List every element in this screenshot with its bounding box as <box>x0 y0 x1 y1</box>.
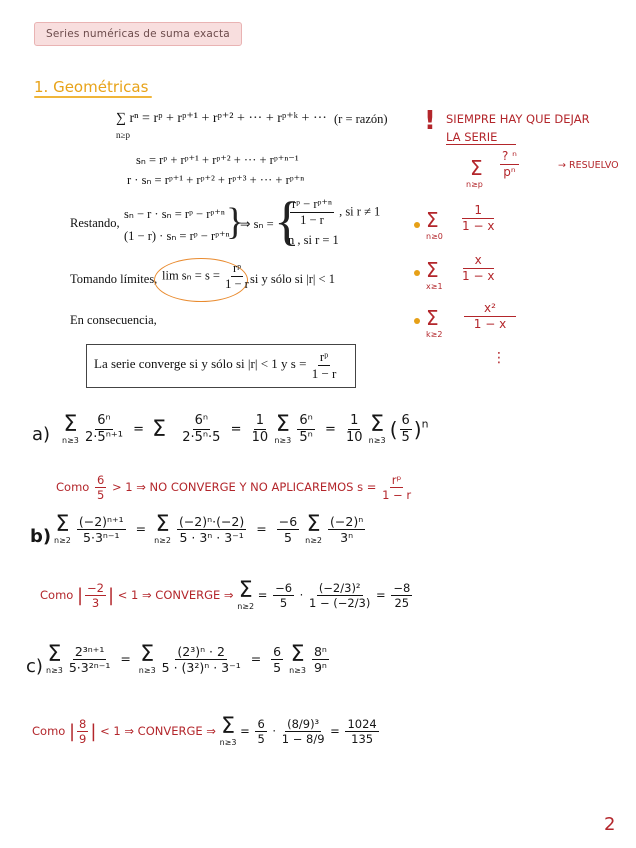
note-item-2-subscript: x≥1 <box>426 282 443 291</box>
exercise-b-conclusion: Como | $\frac{-2}{3}$ | < 1 ⇒ CONVERGE ⇒ Σ n≥2 = $\frac{-6}{5}$ · $\frac{\text{(−2/3)²}}{1 - (-2/3)}$ = $\frac{-8}{25}$ <box>40 578 411 611</box>
page-number: 2 <box>604 814 616 835</box>
note-bullet-3 <box>414 318 420 324</box>
warning-underline <box>446 144 516 145</box>
warning-line-2: LA SERIE <box>446 130 498 144</box>
note-bullet-1 <box>414 222 420 228</box>
note-item-2-fraction: $\frac{x}{1 - x}$ <box>462 253 495 283</box>
note-item-3-sigma: Σ <box>426 306 439 330</box>
implies-sn: ⇒ sₙ = <box>240 217 274 231</box>
summary-subscript: n≥p <box>466 180 483 189</box>
case-formula: $\frac{\text{rᵖ − rᵖ⁺ⁿ}}{1 - r}$ , si r ≠ 1 <box>292 197 381 228</box>
series-definition-subscript: n≥p <box>116 130 130 140</box>
right-brace: } <box>226 201 245 243</box>
partial-sum-times-r: r · sₙ = rᵖ⁺¹ + rᵖ⁺² + rᵖ⁺³ + ··· + rᵖ⁺ⁿ <box>127 173 305 187</box>
summary-arrow-resolve: → RESUELVO <box>558 160 619 171</box>
difference-eq-1: sₙ − r · sₙ = rᵖ − rᵖ⁺ⁿ <box>124 207 225 221</box>
exercise-c-label: c) <box>26 656 43 677</box>
note-item-3-subscript: k≥2 <box>426 330 443 339</box>
note-item-1-sigma: Σ <box>426 208 439 232</box>
restando-label: Restando, <box>70 216 120 230</box>
exercise-b-steps: Σ n≥2 $\frac{\text{(−2)ⁿ⁺¹}}{\text{5·3ⁿ⁻¹}}$ = Σ n≥2 $\frac{\text{(−2)ⁿ·(−2)}}{\text{5 · 3ⁿ · 3⁻¹}}$ = $\frac{-6}{5}$ Σ n≥2 $\frac{\text{(−2)ⁿ}}{\text{3ⁿ}}$ <box>54 512 364 545</box>
series-definition: ∑ rⁿ = rᵖ + rᵖ⁺¹ + rᵖ⁺² + ··· + rᵖ⁺ᵏ + ··· <box>116 111 327 126</box>
result-box-text: La serie converge si y sólo si |r| < 1 y s = $\frac{\text{rᵖ}}{1 - r}$ <box>94 349 337 381</box>
section-title-underline <box>34 96 152 98</box>
exercise-a-conclusion: Como $\frac{6}{5}$ > 1 ⇒ NO CONVERGE Y NO APLICAREMOS s = $\frac{\text{rᵖ}}{1 - r}$ <box>56 473 412 503</box>
consequence-label: En consecuencia, <box>70 313 157 327</box>
left-brace: { <box>274 191 300 251</box>
summary-fraction: $\frac{\text{? ⁿ}}{\text{pⁿ}}$ <box>502 149 517 179</box>
case-r-equals-1: n , si r = 1 <box>288 233 339 247</box>
limit-expression: lim sₙ = s = $\frac{\text{rᵖ}}{1 - r}$ <box>162 261 249 292</box>
document-topic-tag: Series numéricas de suma exacta <box>34 22 242 46</box>
partial-sum: sₙ = rᵖ + rᵖ⁺¹ + rᵖ⁺² + ··· + rᵖ⁺ⁿ⁻¹ <box>136 153 299 167</box>
exercise-b-label: b) <box>30 526 52 547</box>
note-continuation-dots: ⋮ <box>492 350 506 366</box>
warning-mark: ! <box>424 106 436 136</box>
exercise-c-steps: Σ n≥3 $\frac{\text{2³ⁿ⁺¹}}{\text{5·3²ⁿ⁻¹}}$ = Σ n≥3 $\frac{\text{(2³)ⁿ · 2}}{\text{5 · (3²)ⁿ · 3⁻¹}}$ = $\frac{6}{5}$ Σ n≥3 $\frac{\text{8ⁿ}}{\text{9ⁿ}}$ <box>46 642 327 675</box>
note-item-2-sigma: Σ <box>426 258 439 282</box>
note-bullet-2 <box>414 270 420 276</box>
ratio-note: (r = razón) <box>334 112 388 126</box>
note-item-1-subscript: n≥0 <box>426 232 443 241</box>
exercise-c-conclusion: Como | $\frac{8}{9}$ | < 1 ⇒ CONVERGE ⇒ Σ n≥3 = $\frac{6}{5}$ · $\frac{\text{(8/9)³}}{1 - 8/9}$ = $\frac{1024}{135}$ <box>32 714 377 747</box>
summary-sigma: Σ <box>470 156 483 180</box>
note-item-3-fraction: $\frac{\text{x²}}{1 - x}$ <box>462 302 518 330</box>
limit-condition: si y sólo si |r| < 1 <box>250 272 335 286</box>
warning-line-1: SIEMPRE HAY QUE DEJAR <box>446 112 590 126</box>
limits-label: Tomando límites, <box>70 272 158 286</box>
note-item-1-fraction: $\frac{1}{1 - x}$ <box>462 203 495 233</box>
exercise-a-label: a) <box>32 424 51 445</box>
section-title: 1. Geométricas <box>34 78 149 96</box>
difference-eq-2: (1 − r) · sₙ = rᵖ − rᵖ⁺ⁿ <box>124 229 230 243</box>
exercise-a-steps: Σ n≥3 $\frac{\text{6ⁿ}}{\text{2·5ⁿ⁺¹}}$ = Σ $\frac{\text{6ⁿ}}{\text{2·5ⁿ·5}}$ = $\frac{1}{10}$ Σ n≥3 $\frac{\text{6ⁿ}}{\text{5ⁿ}}$ = $\frac{1}{10}$ Σ n≥3 ( $\frac{6}{5}$ )$^n$ <box>62 412 429 445</box>
